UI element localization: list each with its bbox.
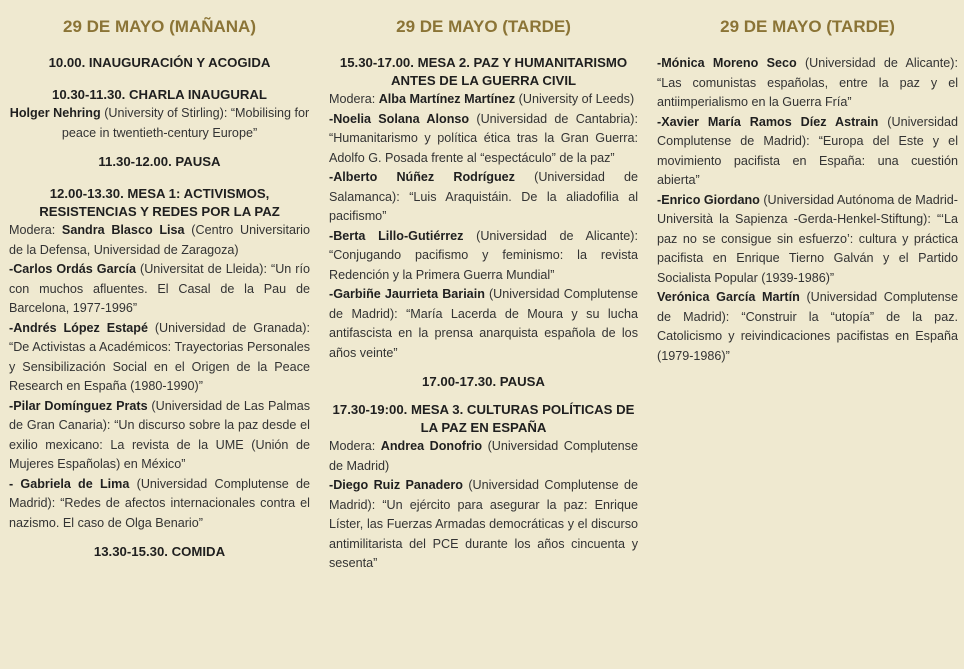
speaker-name: Andrea Donofrio	[380, 439, 483, 453]
speaker-text: (University of Leeds)	[515, 92, 635, 106]
speaker-name: - Gabriela de Lima	[9, 476, 130, 491]
column-morning	[9, 0, 310, 561]
speaker-text: (University of Stirling): “Mobilising for peace in twentieth-century Europe”	[61, 106, 310, 140]
moderator-prefix: Modera:	[329, 92, 379, 106]
speaker-text: (Universidad Complutense de Madrid)	[329, 439, 638, 473]
speaker-text: (Universidad de Alicante): “Conjugando pacifismo y feminismo: la revista Redención y la Primera Guerra Mundial”	[329, 228, 639, 282]
speaker-name: -Mónica Moreno Seco	[657, 56, 797, 70]
speaker-entry	[9, 397, 310, 475]
moderator-entry	[9, 221, 310, 260]
speaker-text: (Universidad Complutense de Madrid): “Europa del Este y el movimiento pacifista en España: una cuestión abierta”	[657, 114, 958, 187]
column-title: 29 DE MAYO (MAÑANA)	[62, 17, 256, 36]
speaker-entry	[657, 54, 958, 113]
speaker-entry	[329, 110, 638, 169]
speaker-name: -Pilar Domínguez Prats	[9, 398, 148, 413]
speaker-name: -Garbiñe Jaurrieta Bariain	[329, 287, 485, 301]
speaker-text: (Universidad Complutense de Madrid): “Construir la “utopía” de la paz. Catolicismo y reivindicaciones pacifistas en España (1979-1986)”	[657, 290, 958, 363]
speaker-text: (Universidad Complutense de Madrid): “Redes de afectos internacionales contra el nazismo. El caso de Olga Benario”	[9, 476, 310, 530]
speaker-name: Sandra Blasco Lisa	[61, 223, 185, 237]
speaker-entry	[329, 476, 638, 574]
column-afternoon-2	[657, 0, 958, 366]
speaker-entry	[329, 227, 638, 286]
speaker-entry	[657, 113, 958, 191]
moderator-prefix: Modera:	[9, 223, 62, 237]
speaker-name: -Andrés López Estapé	[9, 320, 148, 335]
moderator-entry	[329, 437, 638, 476]
speaker-entry	[9, 475, 310, 534]
speaker-text: (Universidad de Cantabria): “Humanitarismo y política ética tras la Gran Guerra: Adolfo G. Posada frente al “espectáculo” de la paz”	[329, 111, 638, 165]
session-heading: 15.30-17.00. MESA 2. PAZ Y HUMANITARISMO ANTES DE LA GUERRA CIVIL	[339, 55, 628, 88]
speaker-text: (Universitat de Lleida): “Un río con muchos afluentes. El Casal de la Pau de Barcelona, 1977-1996”	[9, 262, 310, 315]
speaker-entry	[9, 319, 310, 397]
session-heading: 10.30-11.30. CHARLA INAUGURAL	[52, 87, 267, 102]
speaker-text: (Universidad de Salamanca): “Luis Araquistáin. De la aliadofilia al pacifismo”	[329, 170, 639, 223]
speaker-text: (Universidad de Las Palmas de Gran Canaria): “Un discurso sobre la paz desde el exilio mexicano: La revista de la UME (Unión de Mujeres Españolas) en México”	[9, 398, 310, 471]
speaker-name: -Xavier María Ramos Díez Astrain	[657, 114, 879, 129]
speaker-name: -Noelia Solana Alonso	[329, 111, 470, 126]
session-heading: 11.30-12.00. PAUSA	[98, 154, 221, 169]
session-heading: 12.00-13.30. MESA 1: ACTIVISMOS, RESISTENCIAS Y REDES POR LA PAZ	[39, 186, 280, 219]
moderator-prefix: Modera:	[329, 439, 381, 453]
speaker-entry	[657, 288, 958, 366]
speaker-name: Holger Nehring	[9, 106, 101, 120]
speaker-text: (Universidad de Granada): “De Activistas a Académicos: Trayectorias Personales y Sensibilización Social en el Origen de la Peace Research en España (1980-1990)”	[9, 320, 310, 393]
speaker-entry	[657, 191, 958, 289]
speaker-entry	[9, 104, 310, 143]
column-title: 29 DE MAYO (TARDE)	[720, 17, 895, 36]
session-heading: 17.00-17.30. PAUSA	[422, 374, 545, 389]
speaker-text: (Universidad de Alicante): “Las comunistas españolas, entre la paz y el antiimperialismo en la Guerra Fría”	[657, 56, 958, 109]
session-heading: 10.00. INAUGURACIÓN Y ACOGIDA	[48, 55, 271, 70]
column-afternoon-1	[329, 0, 638, 574]
speaker-name: -Enrico Giordano	[657, 192, 760, 207]
speaker-name: Verónica García Martín	[657, 290, 800, 304]
speaker-entry	[329, 168, 638, 227]
speaker-text: (Universidad Complutense de Madrid): “Un ejército para asegurar la paz: Enrique Líster, las Fuerzas Armadas democráticas y el discurso antimilitarista del PCE durante los años cincuenta y sesenta”	[329, 478, 639, 570]
speaker-text: (Universidad Complutense de Madrid): “María Lacerda de Moura y su lucha antifascista en la prensa anarquista española de los años veinte”	[329, 287, 638, 360]
speaker-name: -Carlos Ordás García	[9, 262, 136, 276]
speaker-name: Alba Martínez Martínez	[378, 92, 516, 106]
column-title: 29 DE MAYO (TARDE)	[396, 17, 571, 36]
speaker-text: (Universidad Autónoma de Madrid- Università la Sapienza -Gerda-Henkel-Stiftung): “‘La paz no se consigue sin esfuerzo’: cultura y práctica pacifista en Enrique Tierno Galván y el Partido Socialista Popular (1939-1986)”	[657, 192, 958, 285]
session-heading: 13.30-15.30. COMIDA	[93, 544, 226, 559]
speaker-name: -Berta Lillo-Gutiérrez	[329, 228, 464, 243]
speaker-entry	[329, 285, 638, 363]
speaker-name: -Diego Ruiz Panadero	[329, 478, 463, 492]
session-heading: 17.30-19:00. MESA 3. CULTURAS POLÍTICAS DE LA PAZ EN ESPAÑA	[332, 402, 635, 435]
speaker-text: (Centro Universitario de la Defensa, Universidad de Zaragoza)	[9, 223, 310, 257]
speaker-name: -Alberto Núñez Rodríguez	[329, 170, 515, 184]
moderator-entry	[329, 90, 638, 110]
speaker-entry	[9, 260, 310, 319]
